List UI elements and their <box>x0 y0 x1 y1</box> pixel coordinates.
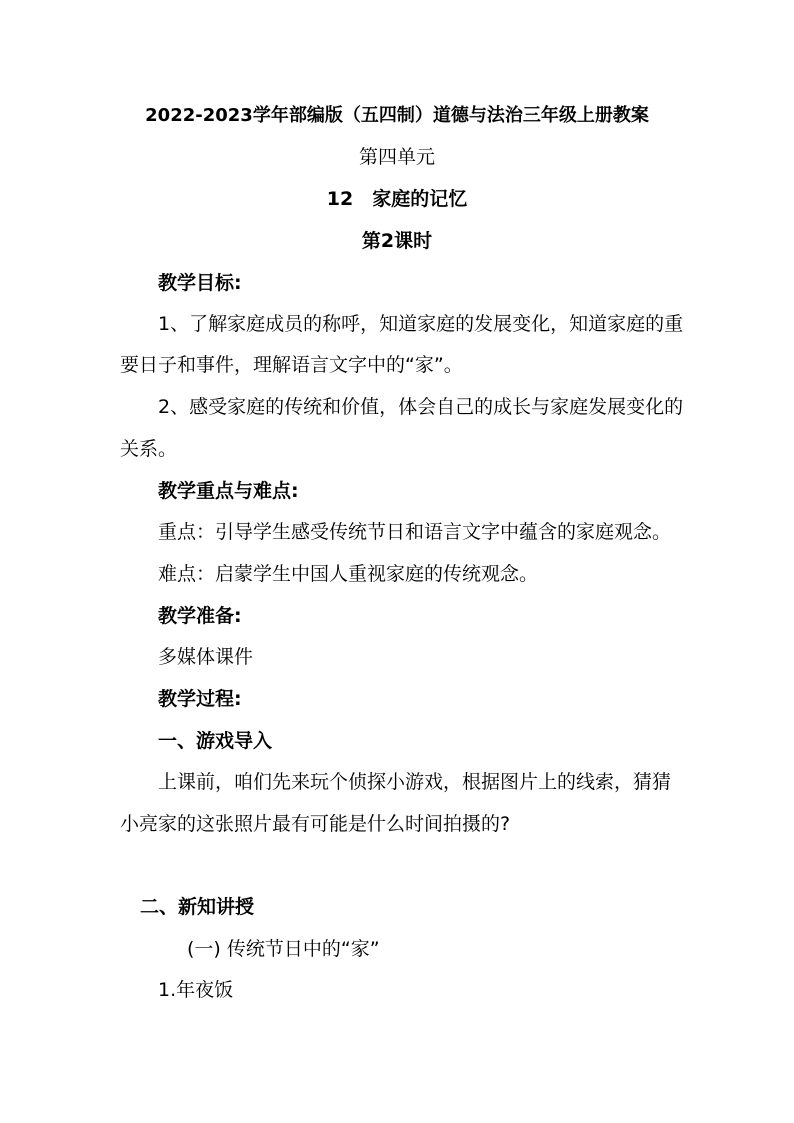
preparation-text: 多媒体课件 <box>158 646 254 668</box>
preparation-heading: 教学准备: <box>158 605 242 627</box>
objective-2-line-2: 关系。 <box>120 438 178 460</box>
objective-2-line-1: 2、感受家庭的传统和价值，体会自己的成长与家庭发展变化的 <box>158 396 684 418</box>
objective-1-line-2: 要日子和事件，理解语言文字中的“家”。 <box>120 354 463 376</box>
period-label: 第2课时 <box>361 230 433 252</box>
document-title: 2022-2023学年部编版（五四制）道德与法治三年级上册教案 <box>145 105 649 126</box>
unit-label: 第四单元 <box>358 146 435 168</box>
section-1-line-2: 小亮家的这张照片最有可能是什么时间拍摄的? <box>120 813 511 835</box>
section-2-heading: 二、新知讲授 <box>140 896 255 918</box>
section-1-heading: 一、游戏导入 <box>158 730 273 752</box>
keypoints-heading: 教学重点与难点: <box>158 480 299 502</box>
lesson-title: 12 家庭的记忆 <box>326 188 468 210</box>
process-heading: 教学过程: <box>158 688 242 710</box>
objectives-heading: 教学目标: <box>158 272 242 294</box>
keypoint-text: 重点：引导学生感受传统节日和语言文字中蕴含的家庭观念。 <box>158 521 672 543</box>
difficulty-text: 难点：启蒙学生中国人重视家庭的传统观念。 <box>158 563 539 585</box>
item-1: 1.年夜饭 <box>158 979 234 1001</box>
section-1-line-1: 上课前，咱们先来玩个侦探小游戏，根据图片上的线索，猜猜 <box>158 771 672 793</box>
objective-1-line-1: 1、了解家庭成员的称呼，知道家庭的发展变化，知道家庭的重 <box>158 313 684 335</box>
subsection-1-heading: (一) 传统节日中的“家” <box>187 938 380 960</box>
